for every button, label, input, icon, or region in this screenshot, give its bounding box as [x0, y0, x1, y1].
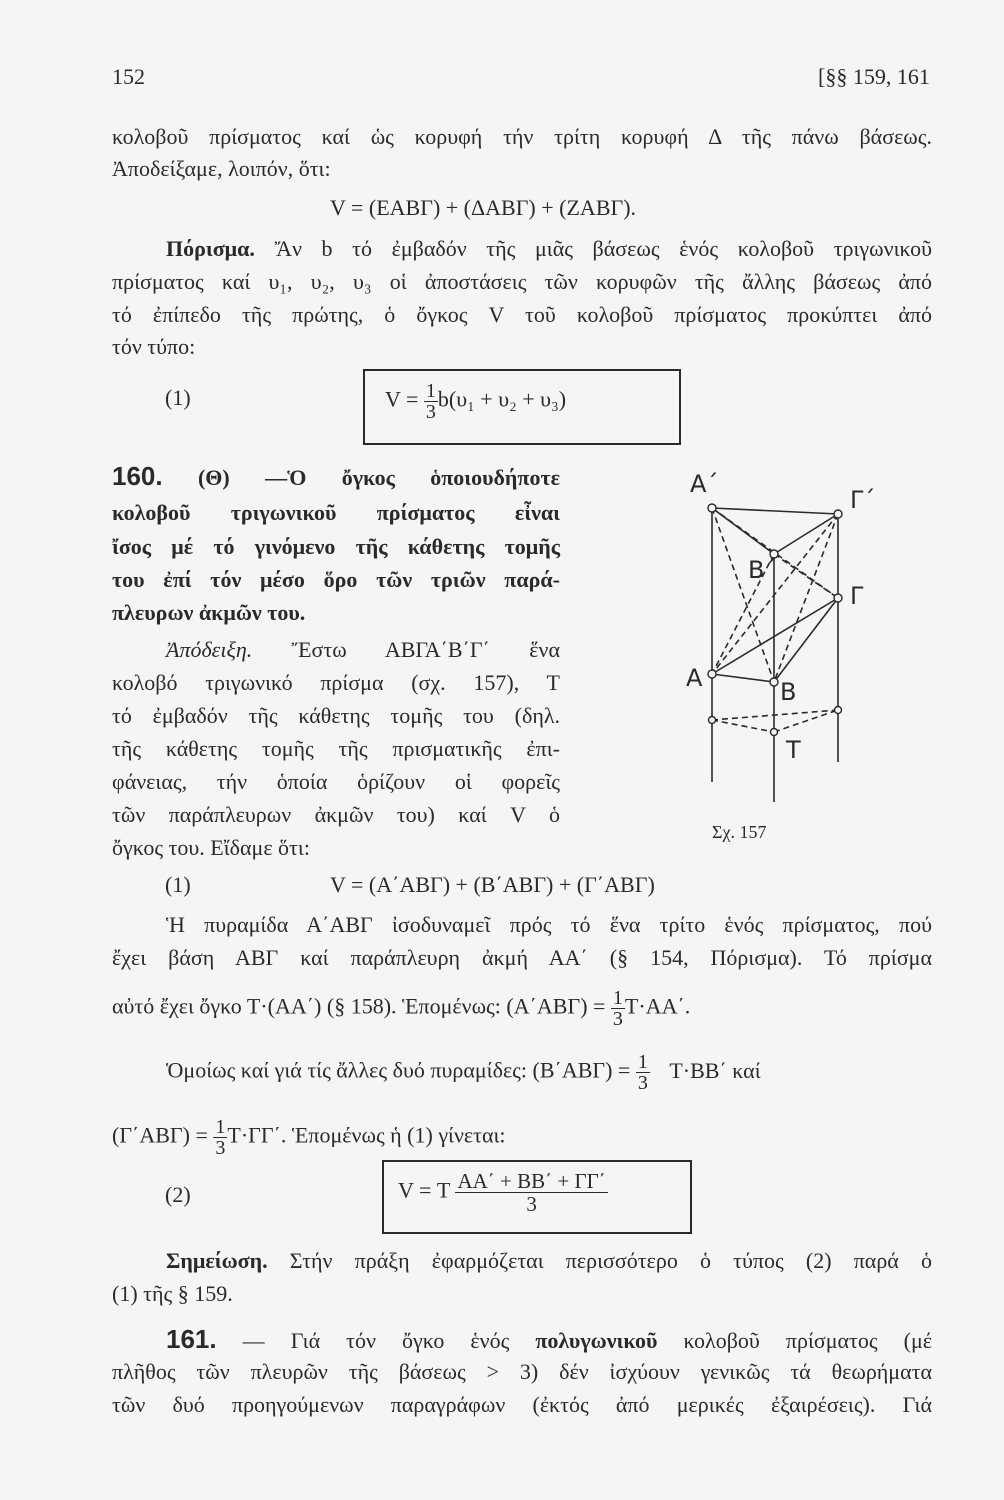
text-line: Ἀποδείξαμε, λοιπόν, ὅτι:: [112, 156, 331, 181]
text-span-bold: πολυγωνικοῦ: [535, 1328, 658, 1353]
para3-line-2: [112, 1117, 506, 1158]
text-span: — Γιά τόν ὄγκο ἑνός: [242, 1328, 510, 1353]
para2-line-3: [112, 988, 690, 1029]
theorem-text: (Θ) —Ὁ ὄγκος ὁποιουδήποτε: [197, 465, 560, 490]
formula-porisma: [385, 381, 566, 422]
section-161-line-1: [166, 1326, 932, 1354]
text-span: Ὁμοίως καί γιά τίς ἄλλες δυό πυραμίδες: (Β΄ΑΒΓ) =: [166, 1057, 631, 1083]
fraction: $\frac{AA΄ + BB΄ + \Gamma\Gamma΄}{3}$: [457, 1169, 606, 1216]
text-span: κολοβοῦ πρίσματος (μέ: [683, 1328, 933, 1353]
figure-label-A: Α: [686, 664, 703, 692]
page-number: 152: [112, 64, 145, 89]
figure-label-G: Γ: [850, 582, 864, 610]
text-span: (Γ΄ΑΒΓ) =: [112, 1122, 208, 1148]
formula-volume-sum: V = (ΕΑΒΓ) + (ΔΑΒΓ) + (ΖΑΒΓ).: [330, 195, 637, 220]
proof-line-1: [166, 637, 560, 663]
text-line: ἔχει βάση ΑΒΓ καί παράπλευρη ἀκμή ΑΑ΄ (§ 154, Πόρισμα). Τό πρίσμα: [112, 945, 932, 970]
text-line: πλῆθος τῶν πλευρῶν τῆς βάσεως > 3) δέν ἰσχύουν γενικῶς τά θεωρήματα: [112, 1359, 932, 1384]
note-text: Στήν πράξη ἐφαρμόζεται περισσότερο ὁ τύπος (2) παρά ὁ: [289, 1248, 933, 1273]
text-line: Ἡ πυραμίδα Α΄ΑΒΓ ἰσοδυναμεῖ πρός τό ἕνα τρίτο ἑνός πρίσματος, πού: [166, 912, 932, 937]
porisma-line-1: [166, 236, 932, 262]
porisma-label: Πόρισμα.: [166, 236, 255, 261]
formula-lhs: V =: [385, 386, 419, 412]
text-span: Τ·ΓΓ΄. Ἑπομένως ἡ (1) γίνεται:: [227, 1122, 506, 1148]
fraction: $\frac{1}{3}$: [637, 1051, 648, 1094]
text-line: πλευρων ἀκμῶν του.: [112, 600, 306, 625]
text-line: κολοβό τριγωνικό πρίσμα (σχ. 157), Τ: [112, 670, 560, 695]
figure-157-truncated-prism: [668, 462, 898, 818]
text-line: τόν τύπο:: [112, 334, 196, 359]
text-line: ἴσος μέ τό γινόμενο τῆς κάθετης τομῆς: [112, 534, 560, 559]
section-number-161: 161.: [166, 1324, 217, 1354]
text-line: τῆς κάθετης τομῆς τῆς πρισματικῆς ἐπι-: [112, 736, 560, 761]
figure-label-B: Β: [780, 678, 797, 706]
fraction: $\frac{1}{3}$: [425, 380, 436, 423]
figure-label-A-prime: Α΄: [690, 470, 719, 498]
text-line: κολοβοῦ τριγωνικοῦ πρίσματος εἶναι: [112, 500, 560, 525]
equation-number: (1): [165, 385, 191, 410]
section-number-160: 160.: [112, 461, 163, 491]
formula-lhs: V = Τ: [398, 1177, 450, 1203]
theorem-160-line-1: [112, 463, 560, 491]
proof-label: Ἀπόδειξη.: [166, 637, 253, 662]
text-line: (1) τῆς § 159.: [112, 1281, 233, 1306]
para3-line-1: [166, 1052, 932, 1093]
fraction: $\frac{1}{3}$: [215, 1116, 226, 1159]
figure-label-G-prime: Γ΄: [850, 486, 876, 514]
section-reference: [§§ 159, 161: [818, 64, 930, 89]
text-span: αὐτό ἔχει ὄγκο Τ·(ΑΑ΄) (§ 158). Ἑπομένως: (Α΄ΑΒΓ) =: [112, 993, 606, 1019]
text-line: τό ἐπίπεδο τῆς πρώτης, ὁ ὄγκος V τοῦ κολοβοῦ πρίσματος προκύπτει ἀπό: [112, 302, 932, 327]
text-span: Τ·ΑΑ΄.: [624, 993, 691, 1019]
text-line: τό ἐμβαδόν τῆς κάθετης τομῆς του (δηλ.: [112, 703, 560, 728]
equation-number: (2): [165, 1182, 191, 1207]
text-line: ὄγκος του. Εἴδαμε ὅτι:: [112, 835, 310, 860]
figure-label-T: Τ: [786, 736, 801, 764]
text-span: Τ·ΒΒ΄ καί: [669, 1057, 761, 1083]
fraction: $\frac{1}{3}$: [612, 987, 623, 1030]
note-line-1: [166, 1248, 932, 1274]
figure-label-B-prime: Β΄: [748, 556, 777, 584]
text-line: κολοβοῦ πρίσματος καί ὡς κορυφή τήν τρίτη κορυφή Δ τῆς πάνω βάσεως.: [112, 124, 932, 149]
porisma-text: Ἄν b τό ἐμβαδόν τῆς μιᾶς βάσεως ἑνός κολοβοῦ τριγωνικοῦ: [274, 236, 932, 261]
formula-eq2: [398, 1170, 608, 1215]
formula-rhs: b(υ₁ + υ₂ + υ₃): [437, 386, 567, 412]
text-line: φάνειας, τήν ὁποία ὁρίζουν οἱ φορεῖς: [112, 769, 560, 794]
text-line: τῶν δυό προηγούμενων παραγράφων (ἐκτός ἀπό μερικές ἐξαιρέσεις). Γιά: [112, 1392, 932, 1417]
figure-caption: Σχ. 157: [712, 822, 767, 842]
text-line: του ἐπί τόν μέσο ὅρο τῶν τριῶν παρά-: [112, 567, 560, 592]
text-line: πρίσματος καί υ₁, υ₂, υ₃ οἱ ἀποστάσεις τῶν κορυφῶν τῆς ἄλλης βάσεως ἀπό: [112, 269, 932, 294]
formula-eq1: V = (Α΄ΑΒΓ) + (Β΄ΑΒΓ) + (Γ΄ΑΒΓ): [330, 872, 655, 897]
proof-text: Ἔστω ΑΒΓΑ΄Β΄Γ΄ ἕνα: [291, 637, 560, 662]
text-line: τῶν παράπλευρων ἀκμῶν του) καί V ὁ: [112, 802, 560, 827]
note-label: Σημείωση.: [166, 1248, 268, 1273]
equation-number: (1): [165, 872, 191, 897]
